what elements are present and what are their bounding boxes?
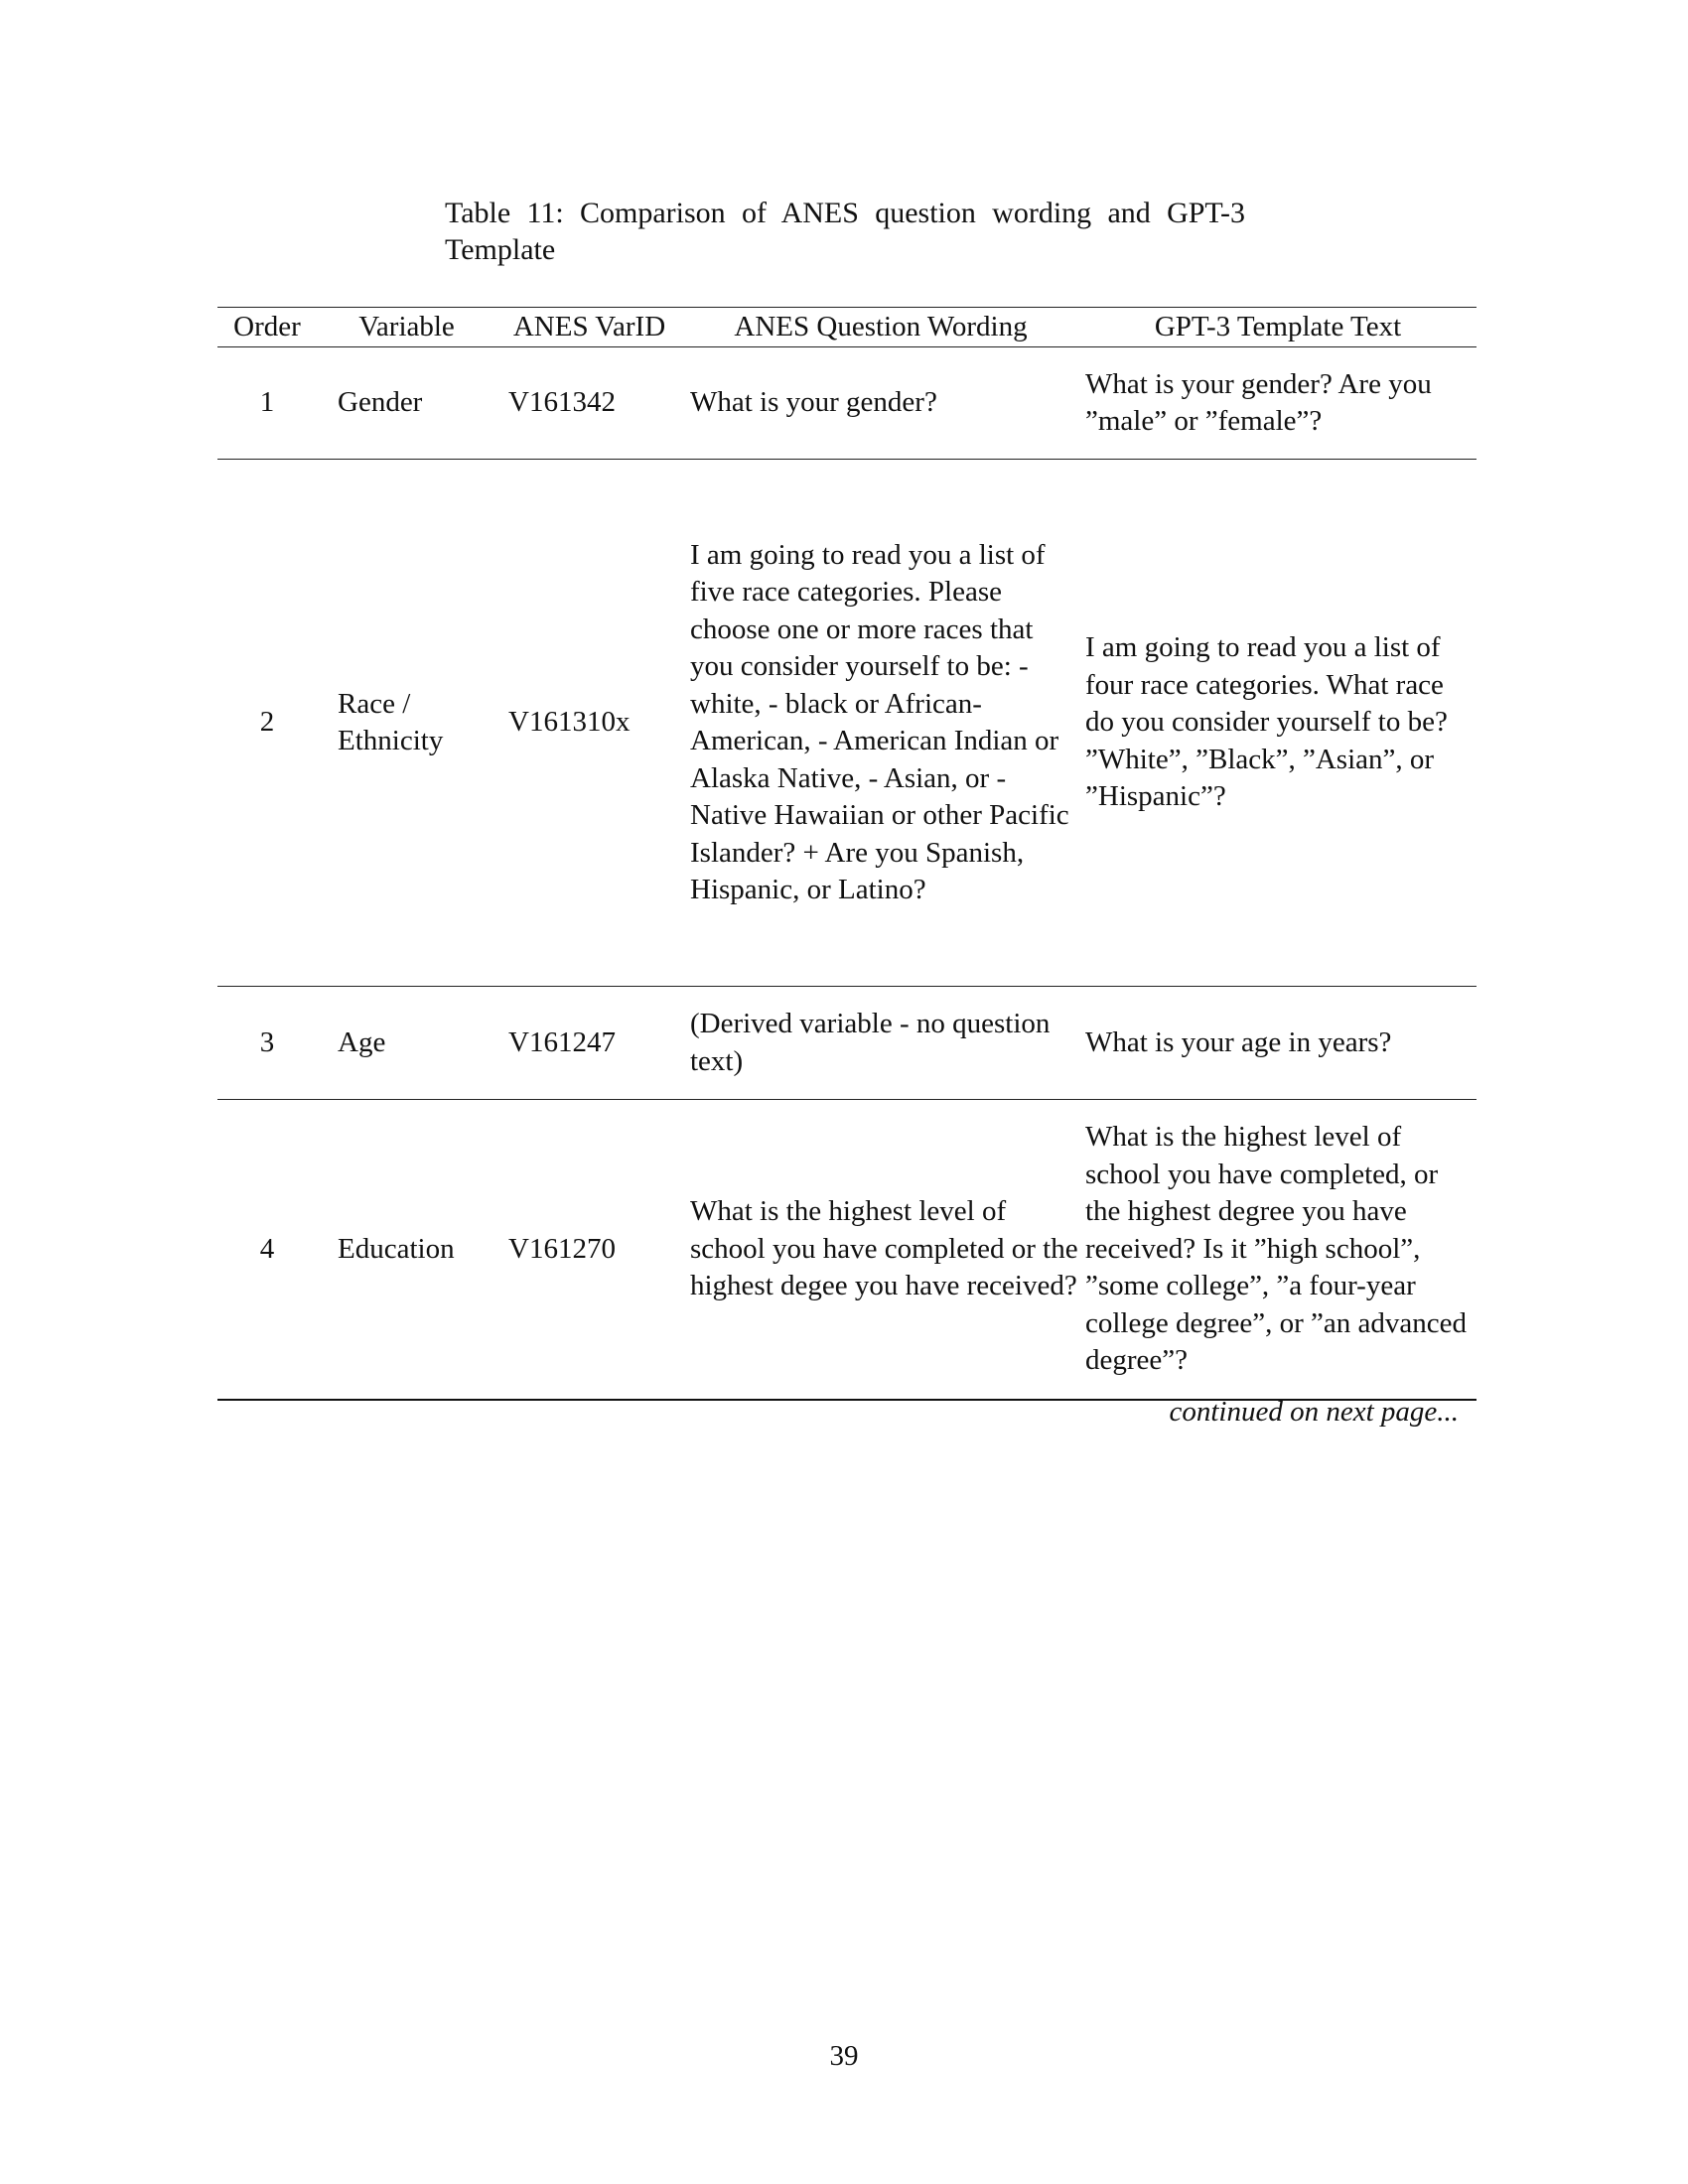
cell-question-wording: What is your gender?: [682, 347, 1079, 460]
cell-variable: Race / Ethnicity: [317, 460, 496, 987]
table-caption-line-1: Table 11: Comparison of ANES question wording and GPT-3: [445, 197, 1245, 229]
cell-question-wording: I am going to read you a list of five race categories. Please choose one or more races that you consider yourself to be: - white, - black or African-American, - American Indian or Alaska Native, - Asian, or - Native Hawaiian or other Pacific Islander? + Are you Spanish, Hispanic, or Latino?: [682, 460, 1079, 987]
cell-variable: Gender: [317, 347, 496, 460]
table-caption: [445, 195, 1245, 268]
page-number: 39: [829, 2040, 859, 2072]
table-header-row: [217, 308, 1477, 347]
header-gpt3-template-text: GPT-3 Template Text: [1079, 308, 1477, 347]
table-row: [217, 347, 1477, 460]
cell-gpt3-template: What is the highest level of school you have completed, or the highest degree you have received? Is it ”high school”, ”some college”, ”a four-year college degree”, or ”an advanced degree”?: [1079, 1100, 1477, 1401]
cell-varid: V161247: [496, 987, 682, 1100]
header-anes-question-wording: ANES Question Wording: [682, 308, 1079, 347]
cell-gpt3-template: What is your age in years?: [1079, 987, 1477, 1100]
header-order: Order: [217, 308, 317, 347]
header-variable: Variable: [317, 308, 496, 347]
continued-note: continued on next page...: [1169, 1396, 1459, 1428]
cell-order: 2: [217, 460, 317, 987]
cell-gpt3-template: I am going to read you a list of four race categories. What race do you consider yourself to be? ”White”, ”Black”, ”Asian”, or ”Hispanic”?: [1079, 460, 1477, 987]
cell-question-wording: What is the highest level of school you have completed or the highest degee you have received?: [682, 1100, 1079, 1401]
cell-varid: V161310x: [496, 460, 682, 987]
cell-variable: Education: [317, 1100, 496, 1401]
table-row: [217, 1100, 1477, 1401]
cell-variable: Age: [317, 987, 496, 1100]
cell-varid: V161270: [496, 1100, 682, 1401]
cell-order: 4: [217, 1100, 317, 1401]
header-anes-varid: ANES VarID: [496, 308, 682, 347]
cell-order: 1: [217, 347, 317, 460]
table-caption-line-2: Template: [445, 233, 556, 266]
table-row: [217, 987, 1477, 1100]
cell-varid: V161342: [496, 347, 682, 460]
cell-question-wording: (Derived variable - no question text): [682, 987, 1079, 1100]
table-row: [217, 460, 1477, 987]
cell-order: 3: [217, 987, 317, 1100]
cell-gpt3-template: What is your gender? Are you ”male” or ”female”?: [1079, 347, 1477, 460]
comparison-table: [217, 307, 1477, 1401]
